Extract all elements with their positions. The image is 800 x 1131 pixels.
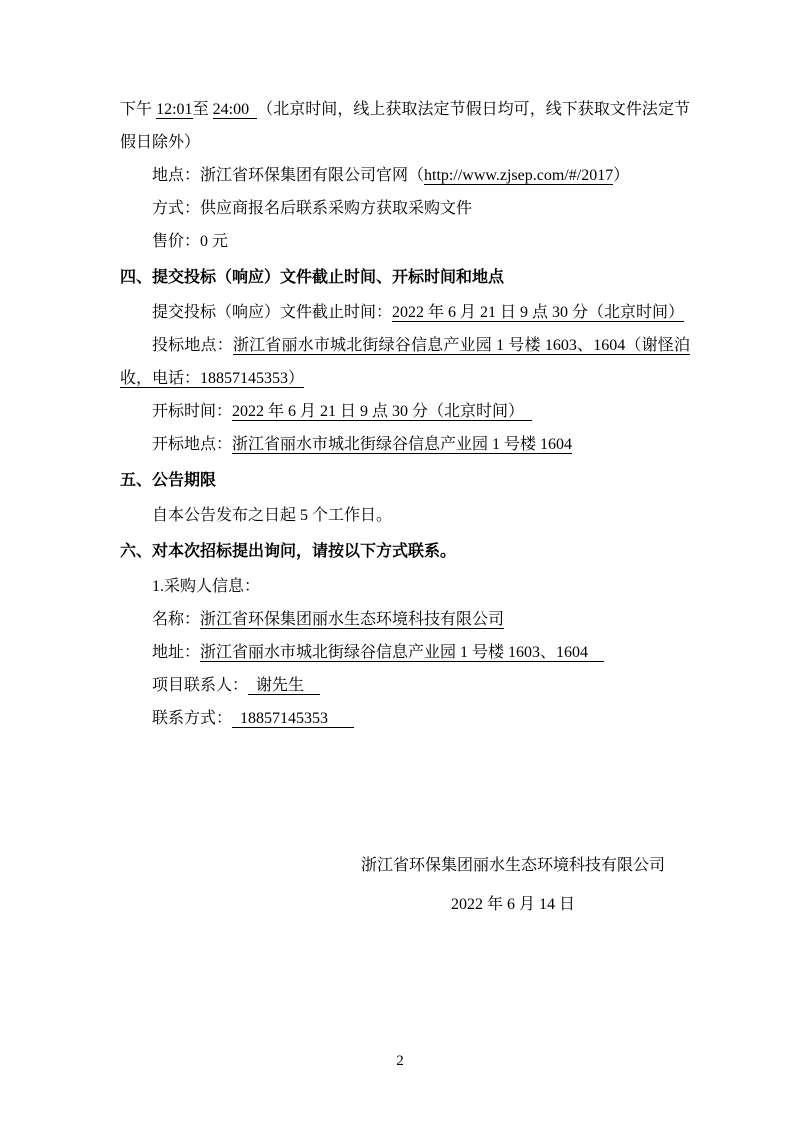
page-number: 2: [396, 1053, 404, 1069]
buyer-name-label: 名称：: [152, 611, 201, 628]
open-place-label: 开标地点：: [152, 436, 233, 453]
section4-heading: 四、提交投标（响应）文件截止时间、开标时间和地点: [120, 269, 505, 286]
time-prefix: 下午: [120, 101, 157, 118]
section6-heading: 六、对本次招标提出询问，请按以下方式联系。: [120, 543, 457, 560]
open-place-value: 浙江省丽水市城北街绿谷信息产业园 1 号楼 1604: [232, 436, 573, 453]
open-time-value: 2022 年 6 月 21 日 9 点 30 分（北京时间）: [232, 403, 532, 421]
signature-block: [120, 849, 690, 921]
obtain-location-line: [120, 159, 690, 192]
time-end-value: 24:00: [213, 101, 257, 119]
location-label: 地点：: [152, 167, 201, 184]
bid-place-label: 投标地点：: [152, 337, 233, 354]
price-value: 0 元: [200, 233, 229, 250]
submission-deadline-line: [120, 296, 690, 329]
buyer-address-label: 地址：: [152, 644, 201, 661]
method-label: 方式：: [152, 200, 201, 217]
section5-heading: 五、公告期限: [120, 472, 217, 489]
buyer-address-value: 浙江省丽水市城北街绿谷信息产业园 1 号楼 1603、1604: [200, 644, 604, 662]
file-obtain-time-paragraph: [120, 93, 690, 159]
contact-person-line: [120, 669, 690, 702]
bid-place-line: [120, 329, 690, 395]
bid-place-value: 浙江省丽水市城北街绿谷信息产业园 1 号楼 1603、1604（谢怪泊收，电话：18857145353）: [120, 337, 690, 387]
time-suffix: （北京时间，线上获取法定节假日均可，线下获取文件法定节假日除外）: [120, 101, 690, 151]
document-body: [120, 93, 690, 921]
contact-person-value: 谢先生: [248, 677, 320, 695]
buyer-address-line: [120, 636, 690, 669]
price-line: [120, 225, 690, 258]
signature-company: 浙江省环保集团丽水生态环境科技有限公司: [360, 857, 665, 874]
contact-number-label: 联系方式：: [152, 710, 233, 727]
website-link[interactable]: http://www.zjsep.com/#/2017: [424, 167, 614, 184]
deadline-value: 2022 年 6 月 21 日 9 点 30 分（北京时间）: [392, 304, 685, 321]
time-start-value: 12:01: [156, 101, 193, 118]
announcement-period-line: 自本公告发布之日起 5 个工作日。: [152, 507, 393, 524]
buyer-name-value: 浙江省环保集团丽水生态环境科技有限公司: [200, 611, 505, 628]
open-place-line: [120, 428, 690, 461]
obtain-method-line: [120, 192, 690, 225]
open-time-label: 开标时间：: [152, 403, 233, 420]
open-time-line: [120, 395, 690, 428]
contact-number-value: 18857145353: [232, 710, 354, 728]
method-value: 供应商报名后联系采购方获取采购文件: [200, 200, 473, 217]
buyer-info-title: 1.采购人信息：: [152, 578, 261, 595]
contact-person-label: 项目联系人：: [152, 677, 249, 694]
time-connector: 至: [192, 101, 213, 118]
signature-date: 2022 年 6 月 14 日: [450, 896, 575, 913]
location-pre: 浙江省环保集团有限公司官网（: [200, 167, 425, 184]
buyer-name-line: [120, 603, 690, 636]
location-post: ）: [613, 167, 630, 184]
contact-number-line: [120, 702, 690, 735]
price-label: 售价：: [152, 233, 201, 250]
deadline-label: 提交投标（响应）文件截止时间：: [152, 304, 393, 321]
